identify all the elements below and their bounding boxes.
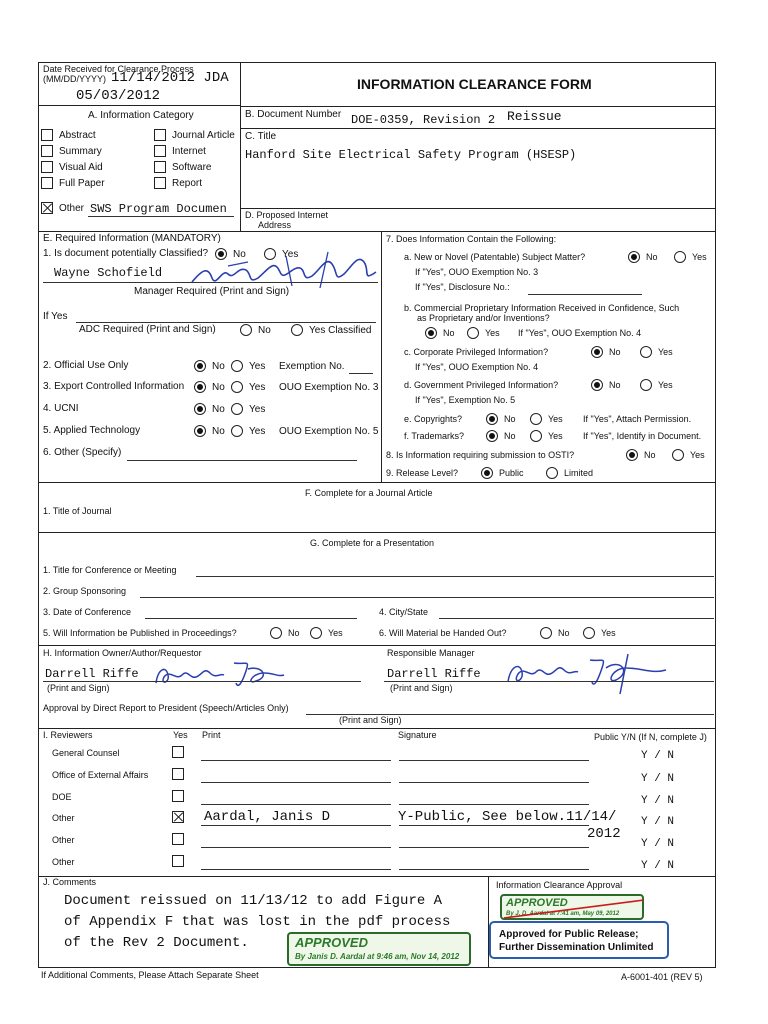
reviewer-public-yn[interactable]: Y / N [641, 860, 675, 872]
reviewer-print-line [201, 847, 391, 848]
official-use-no-label: No [212, 361, 225, 372]
comment-line-2[interactable]: of Appendix F that was lost in the pdf process [64, 914, 451, 930]
q7c-sub: If "Yes", OUO Exemption No. 4 [415, 362, 539, 372]
q7d-sub: If "Yes", Exemption No. 5 [415, 395, 516, 405]
q7a-no-radio[interactable] [628, 251, 640, 263]
release-public-radio[interactable] [481, 467, 493, 479]
reviewer-yes-checkbox[interactable] [172, 855, 184, 867]
journal-article-checkbox[interactable] [154, 129, 166, 141]
approval-print-sign: (Print and Sign) [339, 715, 402, 725]
q7c-yes-label: Yes [658, 347, 673, 357]
section-e-title: E. Required Information (MANDATORY) [43, 233, 221, 244]
footer-left: If Additional Comments, Please Attach Separate Sheet [41, 970, 259, 980]
q7b-no-radio[interactable] [425, 327, 437, 339]
q7e-no-label: No [504, 414, 516, 424]
reviewer-row-label: Other [52, 813, 75, 823]
internet-checkbox[interactable] [154, 145, 166, 157]
q7d-yes-label: Yes [658, 380, 673, 390]
reviewer-row-label: Other [52, 835, 75, 845]
reviewer-row-label: Office of External Affairs [52, 770, 149, 780]
reviewer-print-line [201, 825, 391, 826]
approved-stamp-clearance-title: APPROVED [506, 897, 568, 909]
reviewer-public-yn[interactable]: Y / N [641, 773, 675, 785]
section-h-title: H. Information Owner/Author/Requestor [43, 648, 202, 658]
q7b-yes-radio[interactable] [467, 327, 479, 339]
export-no-label: No [212, 382, 225, 393]
internet-address-label-2: Address [258, 220, 292, 230]
form-title: INFORMATION CLEARANCE FORM [357, 76, 592, 92]
classified-yes-label: Yes [282, 249, 299, 260]
applied-tech-label: 5. Applied Technology [43, 425, 141, 436]
approved-stamp-comments-sub: By Janis D. Aardal at 9:46 am, Nov 14, 2012 [295, 952, 460, 961]
exemption-line [349, 373, 373, 374]
visual-aid-label: Visual Aid [59, 162, 103, 173]
strike-line [502, 896, 646, 922]
q7f-label: f. Trademarks? [404, 431, 465, 441]
reviewer-print-name[interactable]: Aardal, Janis D [204, 809, 331, 825]
group-sponsoring-label: 2. Group Sponsoring [43, 586, 127, 596]
ucni-no-radio[interactable] [194, 403, 206, 415]
document-number-label: B. Document Number [245, 109, 342, 120]
reviewers-signature-header: Signature [398, 730, 437, 740]
divider [240, 208, 716, 209]
classified-question: 1. Is document potentially Classified? [43, 248, 209, 259]
reviewer-yes-checkbox[interactable] [172, 811, 184, 823]
reviewer-row-label: General Counsel [52, 748, 120, 758]
official-use-no-radio[interactable] [194, 360, 206, 372]
handed-out-no-label: No [558, 628, 570, 638]
comment-line-1[interactable]: Document reissued on 11/13/12 to add Figure A [64, 893, 443, 909]
q7a-yes-radio[interactable] [674, 251, 686, 263]
divider [38, 105, 240, 106]
applied-tech-yes-label: Yes [249, 426, 266, 437]
journal-article-label: Journal Article [172, 130, 235, 141]
reviewer-print-line [201, 804, 391, 805]
reviewer-yes-checkbox[interactable] [172, 746, 184, 758]
q9-label: 9. Release Level? [386, 468, 459, 478]
reviewers-public-header: Public Y/N (If N, complete J) [594, 732, 707, 742]
footer-right: A-6001-401 (REV 5) [621, 972, 703, 982]
approval-label: Approval by Direct Report to President (Speech/Articles Only) [43, 703, 289, 713]
report-checkbox[interactable] [154, 177, 166, 189]
disclosure-line [528, 294, 642, 295]
reviewers-yes-header: Yes [173, 730, 188, 740]
release-box [489, 921, 669, 959]
q7a-sub2: If "Yes", Disclosure No.: [415, 282, 510, 292]
summary-checkbox[interactable] [41, 145, 53, 157]
divider [240, 128, 716, 129]
approved-stamp-comments-title: APPROVED [295, 935, 368, 950]
handed-out-no-radio[interactable] [540, 627, 552, 639]
export-no-radio[interactable] [194, 381, 206, 393]
q7a-no-label: No [646, 252, 658, 262]
conference-title-label: 1. Title for Conference or Meeting [43, 565, 177, 575]
manager-h-signature [502, 648, 672, 698]
q7f-no-radio[interactable] [486, 430, 498, 442]
reviewer-signature-line [399, 825, 589, 826]
applied-tech-yes-radio[interactable] [231, 425, 243, 437]
official-use-label: 2. Official Use Only [43, 360, 129, 371]
summary-label: Summary [59, 146, 102, 157]
full-paper-label: Full Paper [59, 178, 105, 189]
reviewer-yes-checkbox[interactable] [172, 768, 184, 780]
date-format-label: (MM/DD/YYYY) [43, 74, 106, 84]
section-i-title: I. Reviewers [43, 730, 93, 740]
release-line-1: Approved for Public Release; [499, 929, 639, 940]
export-yes-radio[interactable] [231, 381, 243, 393]
section-f-title: F. Complete for a Journal Article [305, 488, 433, 498]
reviewer-print-line [201, 782, 391, 783]
conference-date-line [145, 618, 357, 619]
section-g-title: G. Complete for a Presentation [310, 538, 435, 548]
city-state-label: 4. City/State [379, 607, 429, 617]
title-label: C. Title [245, 131, 277, 142]
reviewer-yes-checkbox[interactable] [172, 790, 184, 802]
applied-tech-no-radio[interactable] [194, 425, 206, 437]
manager-name[interactable]: Wayne Schofield [54, 266, 163, 280]
owner-name[interactable]: Darrell Riffe [45, 667, 139, 681]
ucni-yes-label: Yes [249, 404, 266, 415]
reviewer-yes-checkbox[interactable] [172, 833, 184, 845]
abstract-label: Abstract [59, 130, 96, 141]
q8-yes-radio[interactable] [672, 449, 684, 461]
owner-print-sign: (Print and Sign) [47, 683, 110, 693]
handed-out-yes-label: Yes [601, 628, 616, 638]
reviewer-public-yn[interactable]: Y / N [641, 816, 675, 828]
q7c-no-label: No [609, 347, 621, 357]
date-received-value-2[interactable]: 05/03/2012 [76, 88, 161, 104]
divider [38, 482, 716, 483]
other-label: Other [59, 203, 85, 214]
owner-signature [150, 655, 290, 693]
reviewer-signature-line [399, 782, 589, 783]
q7b-yes-label: Yes [485, 328, 500, 338]
reviewer-signature-line [399, 847, 589, 848]
ucni-no-label: No [212, 404, 225, 415]
q7d-label: d. Government Privileged Information? [404, 380, 559, 390]
full-paper-checkbox[interactable] [41, 177, 53, 189]
other-specify-line [127, 460, 357, 461]
reviewer-public-yn[interactable]: Y / N [641, 795, 675, 807]
q8-no-radio[interactable] [626, 449, 638, 461]
ucni-yes-radio[interactable] [231, 403, 243, 415]
reviewer-public-yn[interactable]: Y / N [641, 838, 675, 850]
software-label: Software [172, 162, 212, 173]
adc-no-radio[interactable] [240, 324, 252, 336]
responsible-manager-label: Responsible Manager [387, 648, 475, 658]
other-checkbox[interactable] [41, 202, 53, 214]
abstract-checkbox[interactable] [41, 129, 53, 141]
official-use-yes-radio[interactable] [231, 360, 243, 372]
manager-h-signature-line [384, 681, 714, 682]
section-j-title: J. Comments [43, 877, 97, 887]
q7e-no-radio[interactable] [486, 413, 498, 425]
other-specify-label: 6. Other (Specify) [43, 447, 122, 458]
proceedings-yes-radio[interactable] [310, 627, 322, 639]
ouo-exemption-3-label: OUO Exemption No. 3 [279, 382, 379, 393]
release-limited-label: Limited [564, 468, 594, 478]
divider [38, 876, 716, 877]
divider [38, 231, 716, 232]
q7e-label: e. Copyrights? [404, 414, 463, 424]
reviewer-row-label: Other [52, 857, 75, 867]
reviewer-print-line [201, 869, 391, 870]
q7e-yes-label: Yes [548, 414, 563, 424]
q7d-yes-radio[interactable] [640, 379, 652, 391]
q7e-yes-radio[interactable] [530, 413, 542, 425]
manager-signature-line [43, 282, 378, 283]
reviewer-public-yn[interactable]: Y / N [641, 750, 675, 762]
q7b-sub: If "Yes", OUO Exemption No. 4 [518, 328, 642, 338]
classified-no-label: No [233, 249, 246, 260]
approved-stamp-clearance-sub: By J. D. Aardal at 7:41 am, May 09, 2012 [506, 911, 620, 917]
software-checkbox[interactable] [154, 161, 166, 173]
city-state-line [439, 618, 714, 619]
date-received-value[interactable]: 11/14/2012 JDA [111, 70, 229, 86]
document-title-value[interactable]: Hanford Site Electrical Safety Program (HSESP) [245, 148, 577, 162]
reviewer-signature-line [399, 869, 589, 870]
internet-label: Internet [172, 146, 206, 157]
adc-caption: ADC Required (Print and Sign) [79, 324, 216, 335]
manager-h-name[interactable]: Darrell Riffe [387, 667, 481, 681]
clearance-approval-label: Information Clearance Approval [496, 880, 623, 890]
reviewer-signature-text-2[interactable]: 2012 [587, 826, 621, 842]
proceedings-no-radio[interactable] [270, 627, 282, 639]
reviewer-signature-line [399, 760, 589, 761]
q7c-no-radio[interactable] [591, 346, 603, 358]
reviewer-print-line [201, 760, 391, 761]
q7f-yes-radio[interactable] [530, 430, 542, 442]
q8-yes-label: Yes [690, 450, 705, 460]
export-yes-label: Yes [249, 382, 266, 393]
q7c-label: c. Corporate Privileged Information? [404, 347, 549, 357]
manager-caption: Manager Required (Print and Sign) [134, 286, 290, 297]
divider [38, 728, 716, 729]
visual-aid-checkbox[interactable] [41, 161, 53, 173]
if-yes-label: If Yes [43, 311, 68, 322]
q8-no-label: No [644, 450, 656, 460]
proceedings-no-label: No [288, 628, 300, 638]
approved-stamp-clearance [500, 894, 644, 920]
reviewer-row-label: DOE [52, 792, 72, 802]
reviewer-signature-text[interactable]: Y-Public, See below.11/14/ [398, 809, 617, 825]
q7a-sub1: If "Yes", OUO Exemption No. 3 [415, 267, 539, 277]
q7f-no-label: No [504, 431, 516, 441]
journal-title-label: 1. Title of Journal [43, 506, 112, 516]
handed-out-label: 6. Will Material be Handed Out? [379, 628, 507, 638]
exemption-label: Exemption No. [279, 361, 345, 372]
conference-date-label: 3. Date of Conference [43, 607, 132, 617]
release-limited-radio[interactable] [546, 467, 558, 479]
date-received-label: Date Received for Clearance Process [43, 64, 194, 74]
comment-line-3[interactable]: of the Rev 2 Document. [64, 935, 249, 951]
applied-tech-no-label: No [212, 426, 225, 437]
other-category-value[interactable]: SWS Program Documen [90, 202, 227, 216]
q7b-no-label: No [443, 328, 455, 338]
q7d-no-radio[interactable] [591, 379, 603, 391]
adc-no-label: No [258, 325, 271, 336]
proceedings-yes-label: Yes [328, 628, 343, 638]
q7e-sub: If "Yes", Attach Permission. [583, 414, 692, 424]
q7a-label: a. New or Novel (Patentable) Subject Matter? [404, 252, 586, 262]
conference-title-line [196, 576, 714, 577]
internet-address-label: D. Proposed Internet [245, 210, 329, 220]
reviewer-signature-line [399, 804, 589, 805]
divider [38, 532, 716, 533]
other-underline [88, 216, 234, 217]
q7b-label: b. Commercial Proprietary Information Received in Confidence, Such [404, 303, 680, 313]
adc-yes-classified-label: Yes Classified [309, 325, 372, 336]
divider [240, 106, 716, 107]
ucni-label: 4. UCNI [43, 403, 79, 414]
report-label: Report [172, 178, 203, 189]
export-controlled-label: 3. Export Controlled Information [43, 381, 185, 392]
divider [38, 645, 716, 646]
q8-label: 8. Is Information requiring submission to OSTI? [386, 450, 575, 460]
owner-signature-line [43, 681, 361, 682]
q7c-yes-radio[interactable] [640, 346, 652, 358]
official-use-yes-label: Yes [249, 361, 266, 372]
divider [240, 62, 241, 231]
q7d-no-label: No [609, 380, 621, 390]
document-number-reissue[interactable]: Reissue [507, 109, 562, 124]
release-public-label: Public [499, 468, 524, 478]
document-number-value[interactable]: DOE-0359, Revision 2 [351, 113, 496, 127]
handed-out-yes-radio[interactable] [583, 627, 595, 639]
manager-print-sign: (Print and Sign) [390, 683, 453, 693]
proceedings-label: 5. Will Information be Published in Proceedings? [43, 628, 237, 638]
q7f-sub: If "Yes", Identify in Document. [583, 431, 702, 441]
ouo-exemption-5-label: OUO Exemption No. 5 [279, 426, 379, 437]
adc-signature-line [76, 322, 376, 323]
adc-yes-classified-radio[interactable] [291, 324, 303, 336]
q7a-yes-label: Yes [692, 252, 707, 262]
section-a-title: A. Information Category [88, 110, 194, 121]
q7b-label-2: as Proprietary and/or Inventions? [417, 313, 550, 323]
reviewers-print-header: Print [202, 730, 221, 740]
release-line-2: Further Dissemination Unlimited [499, 942, 654, 953]
approved-stamp-comments [287, 932, 471, 966]
q7f-yes-label: Yes [548, 431, 563, 441]
group-sponsoring-line [140, 597, 714, 598]
section-7-title: 7. Does Information Contain the Following: [386, 234, 557, 244]
